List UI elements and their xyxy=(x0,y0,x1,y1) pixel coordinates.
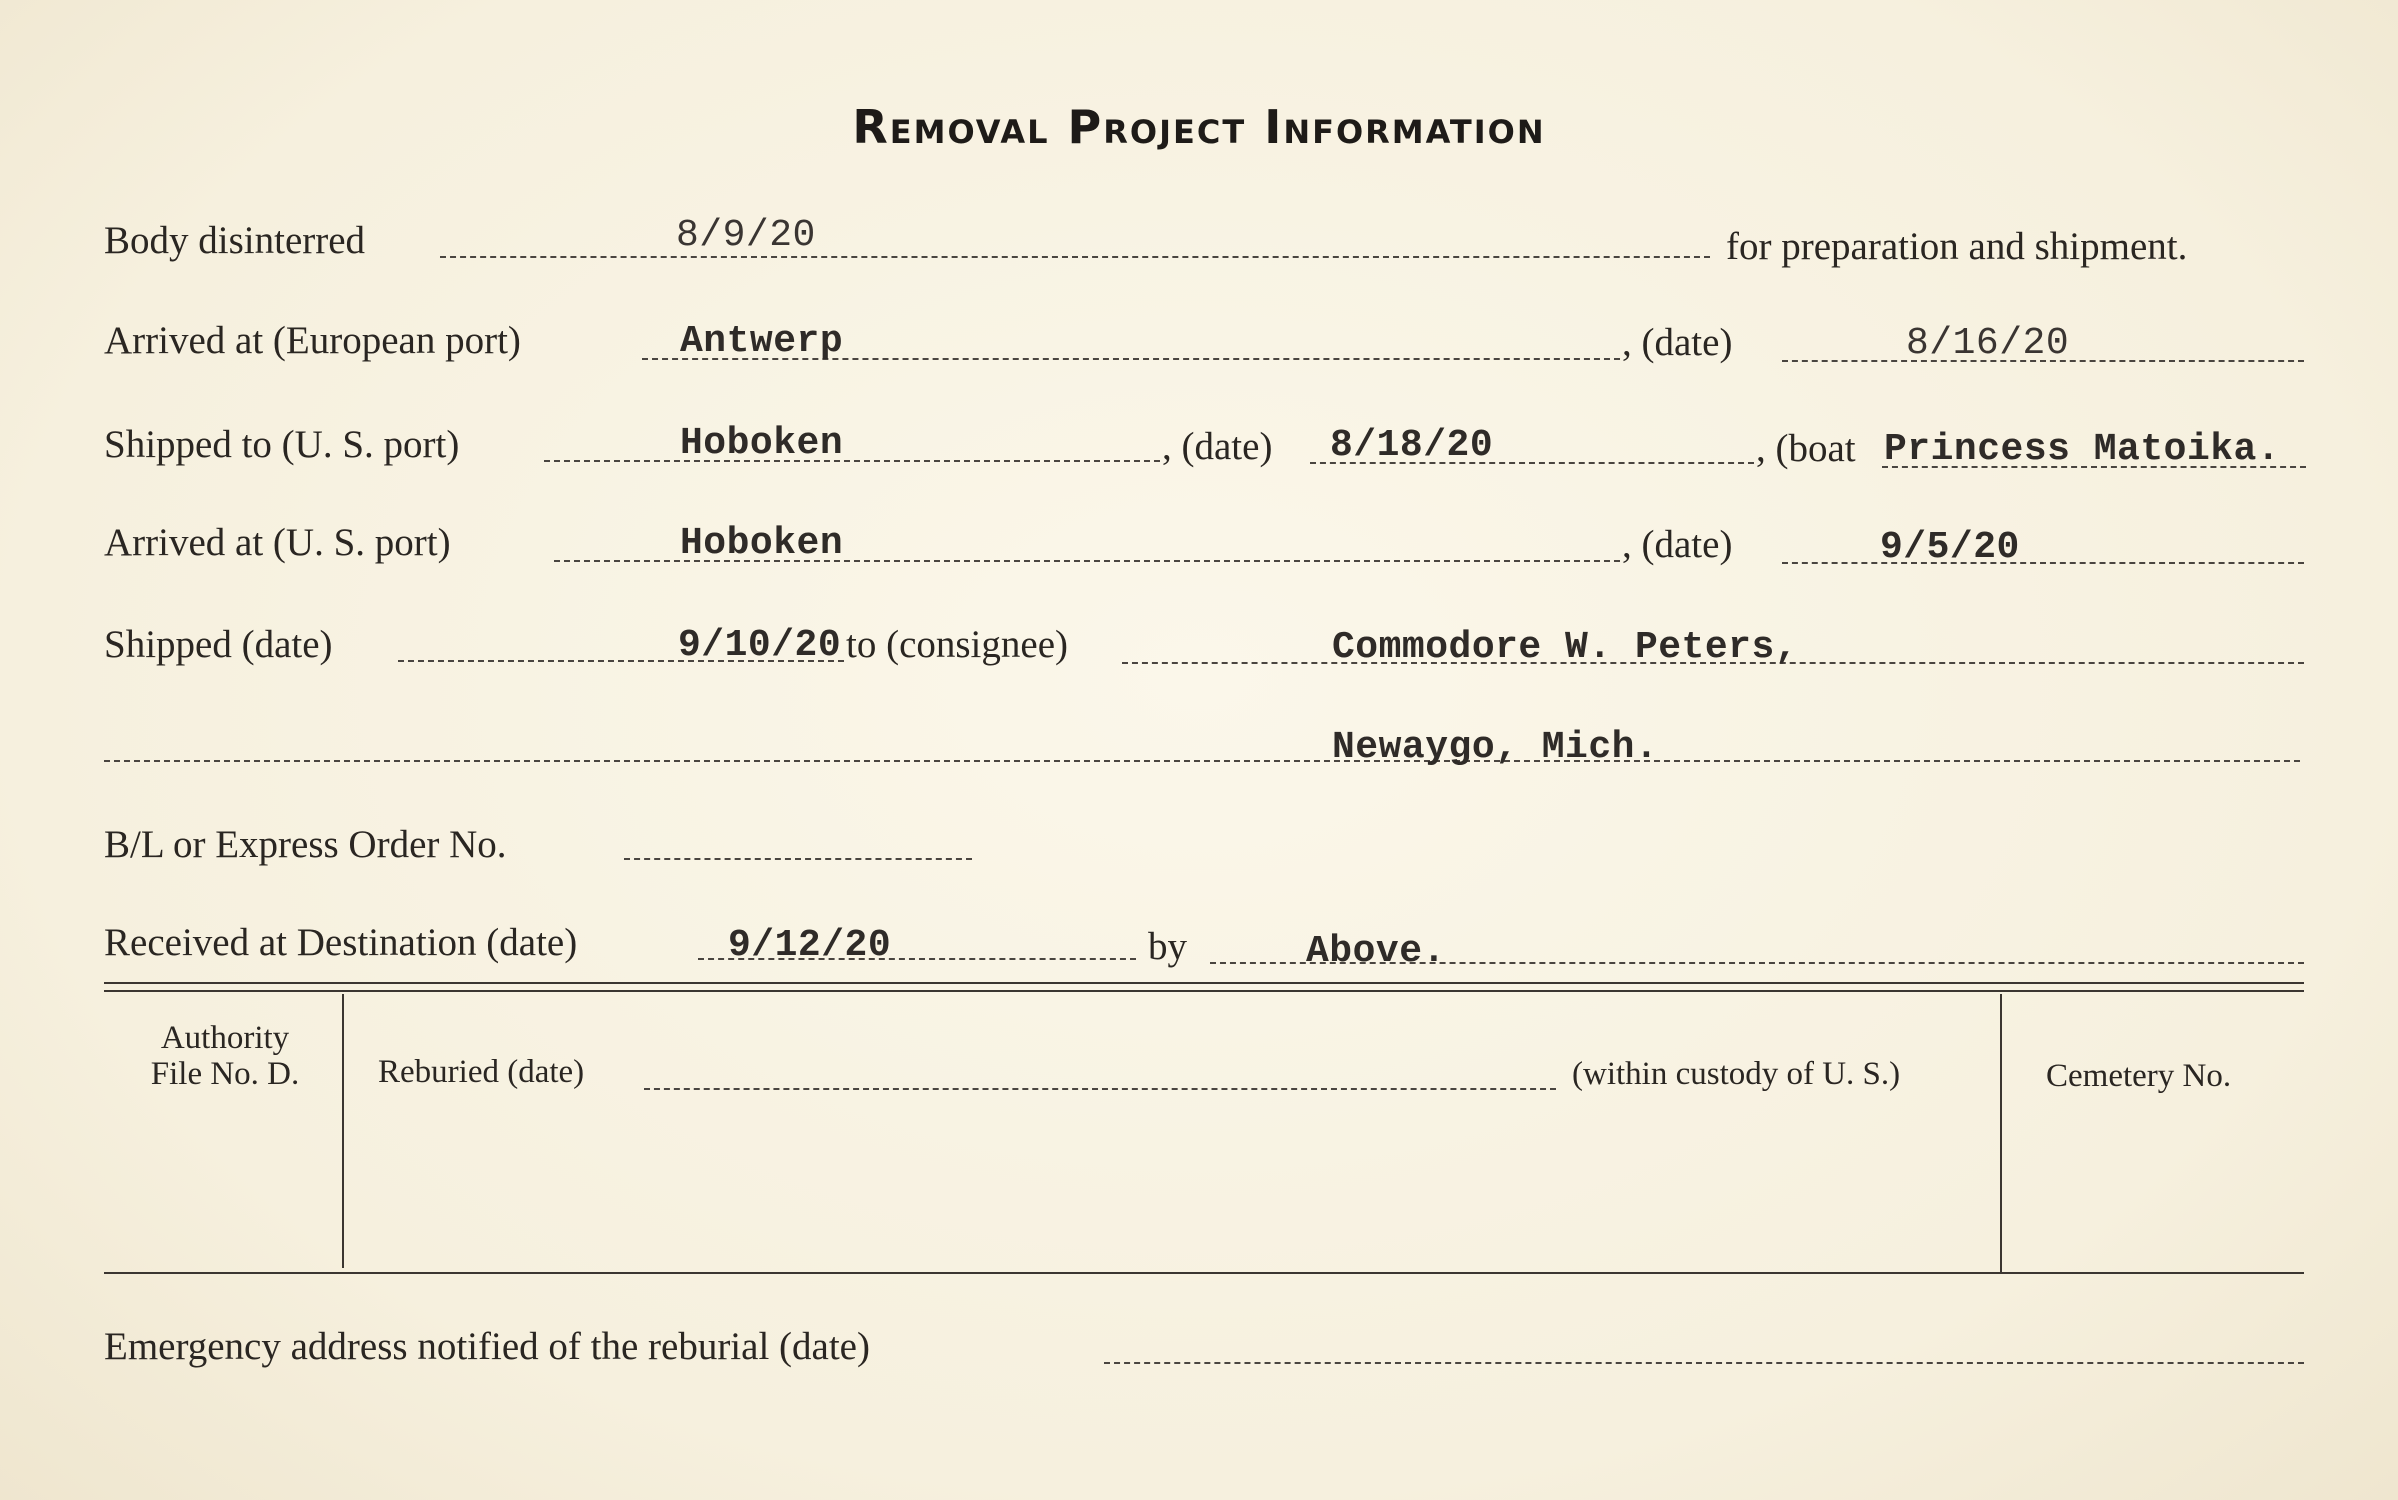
boat-value: Princess Matoika. xyxy=(1884,428,2281,471)
reburied-line xyxy=(644,1088,1556,1090)
table-bottom-rule xyxy=(104,1272,2304,1274)
consignee-line2: Newaygo, Mich. xyxy=(1332,726,1659,769)
reburied-label: Reburied (date) xyxy=(378,1054,585,1090)
page-title: Removal Project Information xyxy=(852,100,1546,154)
shipped-to-line xyxy=(544,460,1160,462)
shipped-to-value: Hoboken xyxy=(680,422,844,465)
table-top-rule-2 xyxy=(104,990,2304,992)
shipped-date-label: Shipped (date) xyxy=(104,623,333,666)
for-preparation-label: for preparation and shipment. xyxy=(1726,225,2188,268)
authority-cell xyxy=(118,1020,332,1092)
arrived-european-value: Antwerp xyxy=(680,320,844,363)
consignee-continuation-line xyxy=(104,760,2300,762)
shipped-to-label: Shipped to (U. S. port) xyxy=(104,423,460,466)
consignee-label: to (consignee) xyxy=(846,623,1069,666)
arrived-us-value: Hoboken xyxy=(680,522,844,565)
date-label-1: , (date) xyxy=(1622,321,1733,364)
arrived-us-date-line xyxy=(1782,562,2304,564)
body-disinterred-line xyxy=(440,256,1710,258)
boat-label: , (boat xyxy=(1756,427,1856,470)
table-top-rule xyxy=(104,982,2304,984)
received-value: 9/12/20 xyxy=(728,924,892,967)
bl-label: B/L or Express Order No. xyxy=(104,823,507,866)
emergency-line xyxy=(1104,1362,2304,1364)
body-disinterred-value: 8/9/20 xyxy=(676,214,816,257)
table-divider-2 xyxy=(2000,994,2002,1272)
bl-line xyxy=(624,858,972,860)
by-label: by xyxy=(1148,925,1187,968)
consignee-line1: Commodore W. Peters, xyxy=(1332,626,1799,669)
shipped-date-value: 9/10/20 xyxy=(678,624,842,667)
shipped-to-date: 8/18/20 xyxy=(1330,424,1494,467)
authority-label: Authority xyxy=(160,1020,290,1056)
file-no-label: File No. D. xyxy=(150,1056,300,1092)
emergency-label: Emergency address notified of the reburial (date) xyxy=(104,1325,870,1368)
body-disinterred-label: Body disinterred xyxy=(104,219,366,262)
arrived-us-date: 9/5/20 xyxy=(1880,526,2020,569)
table-divider-1 xyxy=(342,994,344,1268)
date-label-2: , (date) xyxy=(1162,425,1273,468)
arrived-us-label: Arrived at (U. S. port) xyxy=(104,521,451,564)
cemetery-label: Cemetery No. xyxy=(2046,1058,2232,1094)
custody-label: (within custody of U. S.) xyxy=(1572,1056,1901,1092)
date-label-3: , (date) xyxy=(1622,523,1733,566)
by-value: Above. xyxy=(1306,930,1446,973)
received-label: Received at Destination (date) xyxy=(104,921,578,964)
arrived-european-label: Arrived at (European port) xyxy=(104,319,521,362)
arrived-european-date: 8/16/20 xyxy=(1906,322,2070,365)
